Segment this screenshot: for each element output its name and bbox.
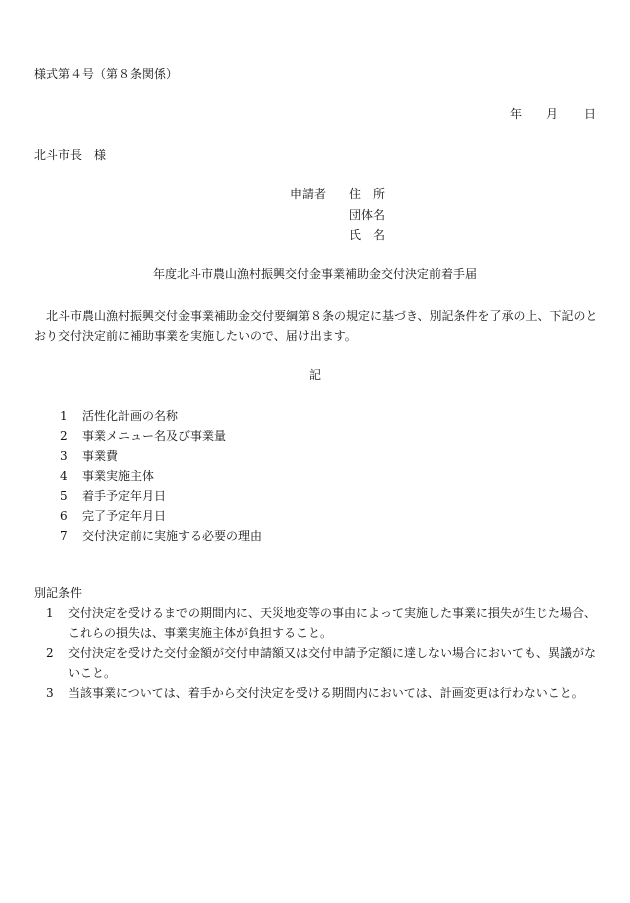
condition-number: 3 [46,686,54,700]
condition-number: 1 [46,606,54,620]
item-number: 1 [60,409,68,423]
date-line [510,106,600,122]
body-paragraph: 北斗市農山漁村振興交付金事業補助金交付要綱第８条の規定に基づき、別記条件を了承の上、下記のとおり交付決定前に補助事業を実施したいので、届け出ます。 [34,309,598,343]
applicant-name-label: 氏 名 [349,228,386,242]
date-year-label: 年 [510,107,523,121]
condition-item [46,643,600,683]
applicant-label: 申請者 [290,187,327,201]
item-label: 事業メニュー名及び事業量 [82,429,227,443]
item-label: 着手予定年月日 [82,489,167,503]
item-label: 事業費 [82,449,119,463]
date-month-label: 月 [546,107,559,121]
conditions-list [34,603,600,703]
item-number: 5 [60,489,68,503]
list-item [60,446,262,466]
condition-text: 当該事業については、着手から交付決定を受ける期間内においては、計画変更は行わないこと。 [68,686,584,700]
item-label: 事業実施主体 [82,469,155,483]
applicant-group-label: 団体名 [349,208,386,222]
ki-heading: 記 [308,368,321,382]
item-number: 3 [60,449,68,463]
item-list [60,406,262,546]
form-number: 様式第４号（第８条関係） [34,67,179,81]
item-label: 完了予定年月日 [82,509,167,523]
item-label: 活性化計画の名称 [82,409,179,423]
item-number: 4 [60,469,68,483]
list-item [60,426,262,446]
condition-text: 交付決定を受けた交付金額が交付申請額又は交付申請予定額に達しない場合においても、異議がないこと。 [68,646,597,680]
list-item [60,406,262,426]
condition-item [46,603,600,643]
list-item [60,526,262,546]
item-number: 7 [60,529,68,543]
date-day-label: 日 [584,107,597,121]
condition-item [46,683,600,703]
list-item [60,466,262,486]
condition-text: 交付決定を受けるまでの期間内に、天災地変等の事由によって実施した事業に損失が生じた場合、これらの損失は、事業実施主体が負担すること。 [68,606,597,640]
item-label: 交付決定前に実施する必要の理由 [82,529,263,543]
condition-number: 2 [46,646,54,660]
list-item [60,486,262,506]
applicant-address-label: 住 所 [349,187,386,201]
item-number: 2 [60,429,68,443]
addressee: 北斗市長 様 [34,148,107,162]
conditions-title: 別記条件 [34,586,83,600]
item-number: 6 [60,509,68,523]
document-title: 年度北斗市農山漁村振興交付金事業補助金交付決定前着手届 [152,267,477,281]
list-item [60,506,262,526]
